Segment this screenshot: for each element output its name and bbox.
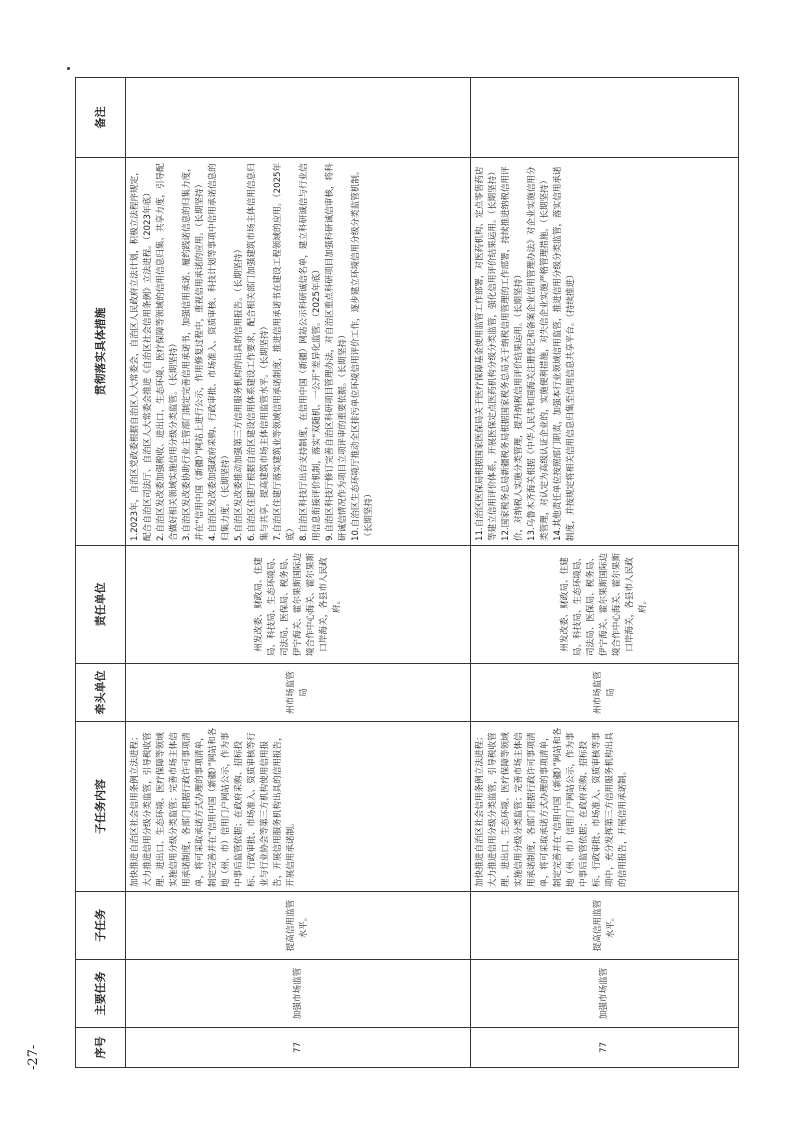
table-header-row — [76, 78, 126, 1068]
cell-main-task: 加强市场监管 — [471, 960, 739, 1028]
rotated-table-wrapper — [75, 78, 738, 1068]
cell-measures — [471, 158, 739, 546]
measure-item: 10.自治区生态环境厅推动全区排污单位环境信用评价工作，逐步建立环境信用分级分类监管机制。（长期坚持） — [351, 166, 374, 541]
measure-item: 2.自治区发改委加强税收、进出口、生态环境、医疗保障等领域的信用信息归集、共享力度，引导配合做好相关领域实施信用分级分类监管。（长期坚持） — [156, 163, 179, 541]
measure-item: 1.2023年，自治区党政委根据自治区人大常委会，自治区人民政府立法计划，积极立法程序规定，配合自治区司法厅、自治区人大常委会推进《自治区社会信用条例》立法进程。（2023年底） — [130, 167, 153, 541]
cell-remarks — [126, 78, 471, 158]
measure-item: 8.自治区科技厅出台支持制度，在信用中国（新疆）网站公示科研诚信名单，建立科研诚信与行业信用信息衔接评价机制，落实“双随机、一公开”差异化监管。（2025年底） — [299, 163, 322, 541]
cell-sub-content: 加快推进自治区社会信用条例立法进程；大力推进信用分级分类监管，引导税收管理、进出口、生态环境、医疗保障等领域实施信用分级分类监管；完善市场主体信用承诺制度，各部门根据行政许可事项清单，将可采取承诺方式办理的事项清单，制定完善并在“信用中国（新疆）”网站和各地（州、市）信用门户网站公示，作为事中事后监管依据；在政府采购、招标投标、行政审批、市场准入、资质审核等行业与行业协会等第三方机构使用信用报告，开展信用服务机构出具的信用报告，开展信用承诺制。 — [126, 722, 471, 892]
measure-item: 9.自治区科技厅修订完善自治区科研项目管理办法，对自治区重点科研项目加强科研诚信审核，将科研诚信情况作为项目立项评审的重要依据。（长期坚持） — [325, 163, 348, 541]
cell-resp-units: 州发改委、财政局、住建局、科技局、生态环境局、司法局、医保局、税务局、伊宁海关、霍尔果斯国际边境合作中心海关、霍尔果斯口岸海关，各县市人民政府。 — [471, 546, 739, 664]
measure-item: 5.自治区发改委推动加强第三方信用服务机构的出具的信用报告。（长期坚持） — [234, 244, 244, 541]
header-sub-task: 子任务 — [76, 892, 126, 960]
measure-item: 12.国家税务总局新疆税务局根据国家税务总局关于纳税信用管理的工作部署，持续推进纳税信用评价，对纳税人实施分类管理，提升纳税信用评价结果运用。（长期坚持） — [501, 166, 524, 541]
table-row — [471, 78, 739, 1068]
cell-seq: 77 — [471, 1028, 739, 1068]
measure-item: 4.自治区发改委加强政府采购、行政审批、市场准入、资质审核、科技计划等事项中信用承诺信息的归集力度。（长期坚持） — [208, 163, 231, 541]
cell-main-task: 加强市场监管 — [126, 960, 471, 1028]
cell-remarks — [471, 78, 739, 158]
header-main-task: 主要任务 — [76, 960, 126, 1028]
header-remarks: 备注 — [76, 78, 126, 158]
measure-item: 7.自治区住建厅落实建筑业等领域信用承诺制度，推进信用承诺书在建设工程领域的应用。（2025年底） — [273, 162, 296, 541]
table-row — [126, 78, 471, 1068]
cell-lead-unit: 州市场监管局 — [126, 664, 471, 722]
cell-sub-content: 加快推进自治区社会信用条例立法进程；大力推进信用分级分类监管，引导税收管理、进出口、生态环境、医疗保障等领域实施信用分级分类监管；完善市场主体信用承诺制度，各部门根据行政许可事项清单，将可采取承诺方式办理的事项清单，制定完善并在“信用中国（新疆）”网站和各地（州、市）信用门户网站公示，作为事中事后监管依据；在政府采购、招标投标、行政审批、市场准入、资质审核等事项中，充分发挥第三方信用服务机构出具的信用报告，开展信用承诺制。 — [471, 722, 739, 892]
cell-sub-task: 提高信用监管水平。 — [471, 892, 739, 960]
cell-measures — [126, 158, 471, 546]
cell-lead-unit: 州市场监管局 — [471, 664, 739, 722]
header-sub-content: 子任务内容 — [76, 722, 126, 892]
margin-dot — [67, 67, 70, 70]
header-measures: 贯彻落实具体措施 — [76, 158, 126, 546]
measure-item: 6.自治区住建厅根据自治区建设信用体系建设工作要求，配合相关部门加强建筑市场主体信用信息归集与共享，提高建筑市场主体信用监管水平。（长期坚持） — [247, 163, 270, 541]
cell-sub-task: 提高信用监管水平。 — [126, 892, 471, 960]
measure-item: 14.其他责任单位按照部门职责，加强本行业领域信用监管，推进信用分级分类监管，落实信用承诺制度，并按规定将相关信用信息归集至信用信息共享平台。（持续推进） — [553, 166, 576, 541]
page-number: -27- — [26, 1044, 41, 1070]
cell-seq: 77 — [126, 1028, 471, 1068]
measure-item: 13.乌鲁木齐海关根据《中华人民共和国海关注册登记和备案企业信用管理办法》对企业实施信用分类管理，对认定为高级认证企业的，实施便利措施，对失信企业实施严格管理措施。（长期坚持） — [527, 166, 550, 541]
measure-item: 11.自治区医保局根据国家医保局关于医疗保障基金使用监管工作部署，对医药机构、定点零售药店等建立信用评价体系，开展医保定点医药机构分级分类监管，强化信用评价结果运用。（长期坚持） — [475, 166, 498, 541]
task-table — [75, 77, 739, 1068]
measure-item: 3.自治区发改委协助行业主管部门制定完善信用承诺书，加强信用承诺、履约践诺信息的归集力度，并在“信用中国（新疆）”网站上进行公示，作用修复过程中，重视信用承诺的应用。（长期坚持） — [182, 163, 205, 541]
header-seq: 序号 — [76, 1028, 126, 1068]
header-lead-unit: 牵头单位 — [76, 664, 126, 722]
cell-resp-units: 州发改委、财政局、住建局、科技局、生态环境局、司法局、医保局、税务局、伊宁海关、霍尔果斯国际边境合作中心海关、霍尔果斯口岸海关，各县市人民政府。 — [126, 546, 471, 664]
header-resp-units: 责任单位 — [76, 546, 126, 664]
